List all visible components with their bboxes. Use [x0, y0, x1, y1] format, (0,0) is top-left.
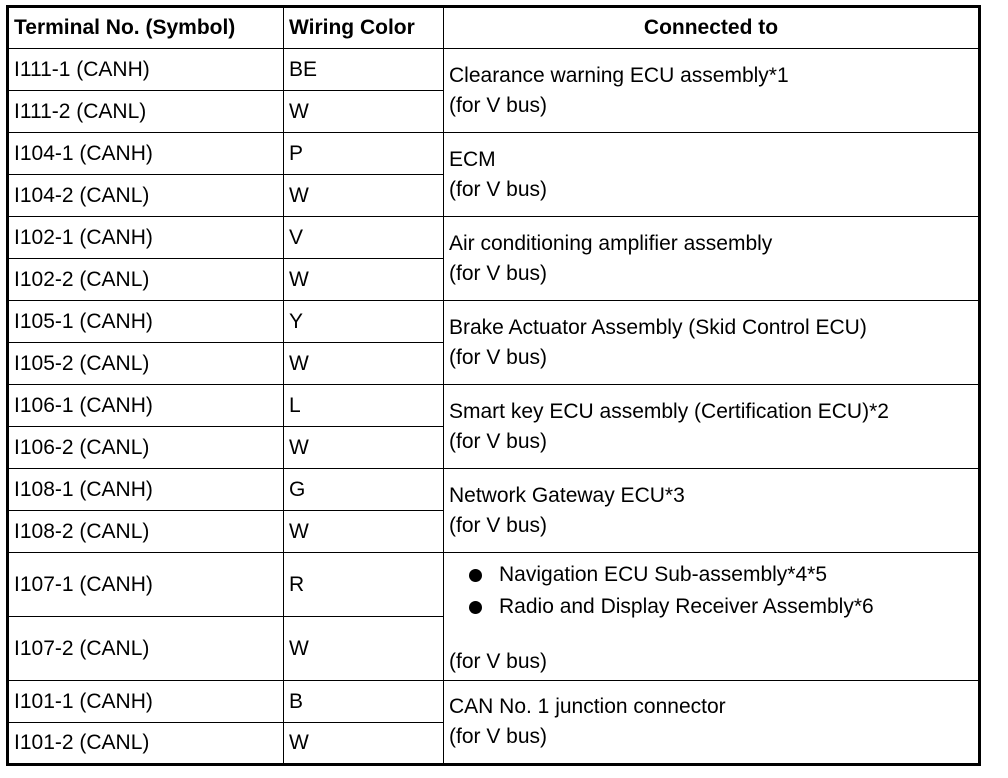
bus-label: (for V bus)	[449, 429, 548, 453]
connected-label: Network Gateway ECU*3	[449, 483, 685, 507]
bullet-text: Radio and Display Receiver Assembly*6	[499, 595, 874, 618]
terminal-cell: I108-1 (CANH)	[8, 469, 284, 511]
terminal-cell: I106-1 (CANH)	[8, 385, 284, 427]
color-cell: W	[284, 259, 444, 301]
table-row	[8, 49, 980, 91]
color-cell: Y	[284, 301, 444, 343]
color-cell: W	[284, 427, 444, 469]
table-row	[8, 133, 980, 175]
color-cell: W	[284, 175, 444, 217]
terminal-cell: I111-1 (CANH)	[8, 49, 284, 91]
connected-cell	[444, 385, 980, 469]
color-cell: G	[284, 469, 444, 511]
connected-label: Brake Actuator Assembly (Skid Control ECU)	[449, 315, 867, 339]
connected-cell	[444, 301, 980, 385]
color-cell: W	[284, 343, 444, 385]
table-row	[8, 385, 980, 427]
bus-label: (for V bus)	[449, 177, 548, 201]
color-cell: P	[284, 133, 444, 175]
terminal-table	[6, 5, 981, 766]
connected-label: Smart key ECU assembly (Certification ECU)*2	[449, 399, 889, 423]
terminal-cell: I107-2 (CANL)	[8, 617, 284, 681]
table-row	[8, 553, 980, 617]
color-cell: L	[284, 385, 444, 427]
bullet-item	[449, 559, 973, 591]
terminal-cell: I102-2 (CANL)	[8, 259, 284, 301]
header-terminal: Terminal No. (Symbol)	[8, 7, 284, 49]
connected-cell	[444, 49, 980, 133]
terminal-cell: I104-1 (CANH)	[8, 133, 284, 175]
color-cell: BE	[284, 49, 444, 91]
connected-label: CAN No. 1 junction connector	[449, 695, 726, 718]
header-row	[8, 7, 980, 49]
table-row	[8, 681, 980, 723]
terminal-cell: I108-2 (CANL)	[8, 511, 284, 553]
bus-label: (for V bus)	[449, 261, 548, 285]
connected-label: Clearance warning ECU assembly*1	[449, 63, 789, 87]
connected-cell	[444, 553, 980, 681]
color-cell: R	[284, 553, 444, 617]
bullet-dot-icon	[469, 569, 482, 582]
header-connected-to: Connected to	[444, 7, 980, 49]
color-cell: W	[284, 91, 444, 133]
connected-cell	[444, 469, 980, 553]
bus-label: (for V bus)	[449, 345, 548, 369]
bus-label: (for V bus)	[449, 650, 548, 673]
color-cell: W	[284, 511, 444, 553]
connected-cell	[444, 681, 980, 765]
table-row	[8, 469, 980, 511]
terminal-cell: I106-2 (CANL)	[8, 427, 284, 469]
terminal-cell: I105-2 (CANL)	[8, 343, 284, 385]
bullet-text: Navigation ECU Sub-assembly*4*5	[499, 563, 827, 586]
bus-label: (for V bus)	[449, 725, 548, 748]
terminal-cell: I102-1 (CANH)	[8, 217, 284, 259]
table-row	[8, 217, 980, 259]
bullet-item	[449, 591, 973, 623]
bullet-dot-icon	[469, 601, 482, 614]
terminal-cell: I104-2 (CANL)	[8, 175, 284, 217]
color-cell: V	[284, 217, 444, 259]
connected-label: ECM	[449, 147, 496, 171]
color-cell: B	[284, 681, 444, 723]
terminal-cell: I101-2 (CANL)	[8, 723, 284, 765]
terminal-cell: I111-2 (CANL)	[8, 91, 284, 133]
table-row	[8, 301, 980, 343]
connected-cell	[444, 217, 980, 301]
terminal-cell: I107-1 (CANH)	[8, 553, 284, 617]
color-cell: W	[284, 617, 444, 681]
bus-label: (for V bus)	[449, 93, 548, 117]
connected-label: Air conditioning amplifier assembly	[449, 231, 773, 255]
terminal-cell: I101-1 (CANH)	[8, 681, 284, 723]
bus-label: (for V bus)	[449, 513, 548, 537]
header-wiring-color: Wiring Color	[284, 7, 444, 49]
connected-cell	[444, 133, 980, 217]
terminal-cell: I105-1 (CANH)	[8, 301, 284, 343]
color-cell: W	[284, 723, 444, 765]
